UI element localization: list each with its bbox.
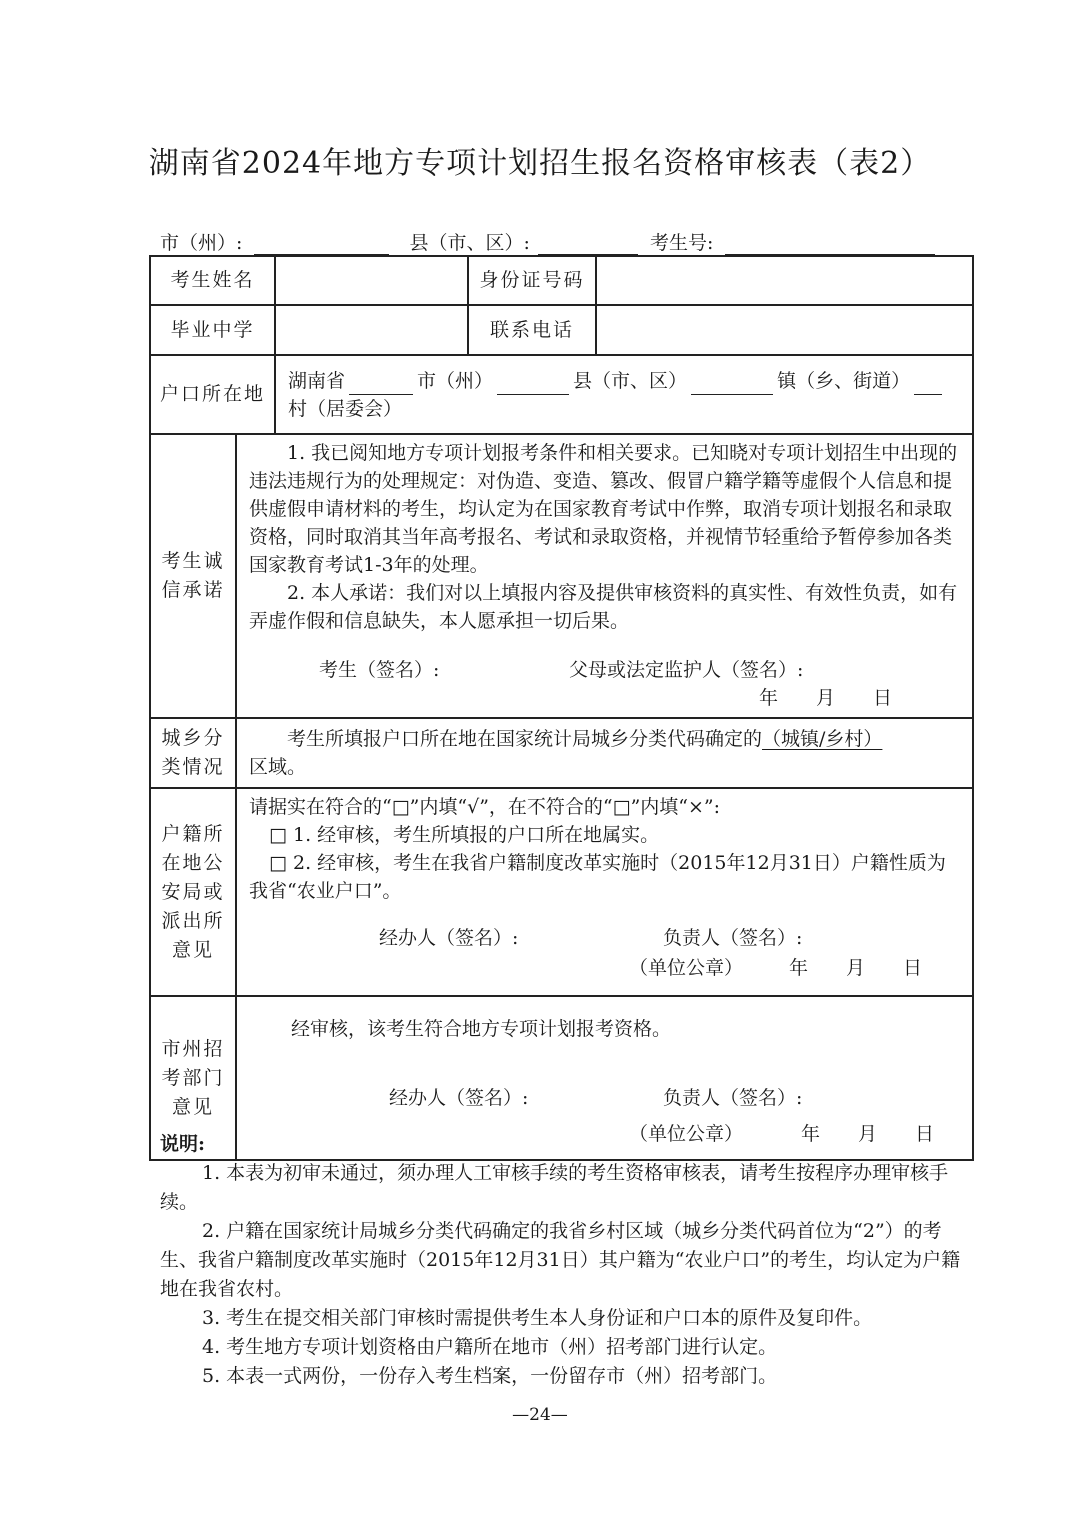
police-signatures bbox=[249, 923, 960, 953]
phone-input[interactable] bbox=[596, 305, 973, 355]
urban-label-line: 城乡分 bbox=[161, 727, 225, 749]
police-label-line: 户籍所 bbox=[161, 822, 225, 845]
city-blank[interactable] bbox=[254, 234, 389, 255]
pledge-content bbox=[236, 434, 973, 718]
police-intro: 请据实在符合的“□”内填“√”，在不符合的“□”内填“×”: bbox=[249, 796, 721, 818]
hukou-town: 镇（乡、街道） bbox=[777, 369, 911, 392]
student-sign-label: 考生（签名）: bbox=[319, 659, 440, 681]
urban-text-end: 区域。 bbox=[249, 756, 307, 778]
hukou-province: 湖南省 bbox=[288, 369, 346, 392]
row-name-id bbox=[150, 256, 973, 305]
urban-text: 考生所填报户口所在地在国家统计局城乡分类代码确定的 bbox=[287, 728, 763, 750]
dept-date: 年 月 日 bbox=[801, 1123, 935, 1145]
note-item: 1. 本表为初审未通过，须办理人工审核手续的考生资格审核表，请考生按程序办理审核手续。 bbox=[160, 1162, 949, 1213]
police-label-line: 安局或 bbox=[161, 880, 225, 903]
police-label bbox=[150, 788, 236, 996]
hukou-county: 县（市、区） bbox=[573, 369, 688, 392]
dept-signatures bbox=[249, 1083, 960, 1113]
urban-label-line: 类情况 bbox=[161, 756, 225, 778]
hukou-address bbox=[275, 355, 973, 434]
school-label: 毕业中学 bbox=[150, 305, 275, 355]
note-item: 2. 户籍在国家统计局城乡分类代码确定的我省乡村区域（城乡分类代码首位为“2”）的考生、我省户籍制度改革实施时（2015年12月31日）其户籍为“农业户口”的考生，均认定为户籍地在我省农村。 bbox=[160, 1220, 961, 1300]
county-blank[interactable] bbox=[538, 234, 638, 255]
hukou-county-blank[interactable] bbox=[497, 374, 569, 395]
hukou-city: 市（州） bbox=[417, 369, 494, 392]
dept-seal: （单位公章） bbox=[629, 1123, 744, 1145]
name-label: 考生姓名 bbox=[150, 256, 275, 305]
county-label: 县（市、区）: bbox=[409, 232, 530, 254]
parent-sign-label: 父母或法定监护人（签名）: bbox=[569, 659, 804, 681]
notes-heading: 说明: bbox=[160, 1133, 206, 1155]
hukou-village: 村（居委会） bbox=[288, 397, 403, 420]
school-input[interactable] bbox=[275, 305, 468, 355]
police-label-line: 意见 bbox=[171, 938, 214, 961]
dept-handler-sign: 经办人（签名）: bbox=[389, 1087, 529, 1109]
row-urban bbox=[150, 718, 973, 788]
dept-label-line: 意见 bbox=[171, 1095, 214, 1118]
pledge-para-1: 1. 我已阅知地方专项计划报考条件和相关要求。已知晓对专项计划招生中出现的违法违规行为的处理规定：对伪造、变造、篡改、假冒户籍学籍等虚假个人信息和提供虚假申请材料的考生，均认定为在国家教育考试中作弊，取消专项计划报名和录取资格，同时取消其当年高考报名、考试和录取资格，并视情节轻重给予暂停参加各类国家教育考试1-3年的处理。 bbox=[249, 442, 958, 576]
phone-label: 联系电话 bbox=[468, 305, 596, 355]
id-label: 身份证号码 bbox=[468, 256, 596, 305]
police-seal-row bbox=[249, 953, 960, 983]
pledge-label-line: 信承诺 bbox=[161, 579, 225, 601]
row-pledge bbox=[150, 434, 973, 718]
row-hukou bbox=[150, 355, 973, 434]
header-fields bbox=[160, 228, 980, 255]
pledge-date: 年 月 日 bbox=[759, 687, 893, 709]
dept-lead-sign: 负责人（签名）: bbox=[663, 1087, 803, 1109]
police-seal: （单位公章） bbox=[629, 957, 744, 979]
name-input[interactable] bbox=[275, 256, 468, 305]
dept-label-line: 考部门 bbox=[161, 1066, 225, 1089]
urban-type[interactable]: （城镇/乡村） bbox=[762, 728, 883, 750]
note-item: 4. 考生地方专项计划资格由户籍所在地市（州）招考部门进行认定。 bbox=[202, 1336, 778, 1358]
police-check-1[interactable]: □ 1. 经审核，考生所填报的户口所在地属实。 bbox=[269, 824, 660, 846]
exam-no-blank[interactable] bbox=[725, 234, 935, 255]
page-number: —24— bbox=[512, 1405, 568, 1425]
note-item: 5. 本表一式两份，一份存入考生档案，一份留存市（州）招考部门。 bbox=[202, 1365, 778, 1387]
police-content bbox=[236, 788, 973, 996]
city-label: 市（州）: bbox=[160, 232, 243, 254]
row-police bbox=[150, 788, 973, 996]
hukou-label: 户口所在地 bbox=[150, 355, 275, 434]
row-school-phone bbox=[150, 305, 973, 355]
hukou-village-blank[interactable] bbox=[914, 374, 942, 395]
id-input[interactable] bbox=[596, 256, 973, 305]
notes-section bbox=[160, 1130, 975, 1391]
police-check-2[interactable]: □ 2. 经审核，考生在我省户籍制度改革实施时（2015年12月31日）户籍性质为我省“农业户口”。 bbox=[249, 852, 946, 902]
hukou-city-blank[interactable] bbox=[349, 374, 413, 395]
dept-label-line: 市州招 bbox=[161, 1037, 225, 1060]
police-handler-sign: 经办人（签名）: bbox=[379, 927, 519, 949]
review-form-table bbox=[149, 255, 974, 1161]
exam-no-label: 考生号: bbox=[650, 232, 714, 254]
pledge-label bbox=[150, 434, 236, 718]
police-label-line: 派出所 bbox=[161, 909, 225, 932]
police-lead-sign: 负责人（签名）: bbox=[663, 927, 803, 949]
urban-content bbox=[236, 718, 973, 788]
form-title: 湖南省2024年地方专项计划招生报名资格审核表（表2） bbox=[148, 146, 932, 181]
pledge-label-line: 考生诚 bbox=[161, 550, 225, 572]
urban-label bbox=[150, 718, 236, 788]
police-date: 年 月 日 bbox=[789, 957, 923, 979]
pledge-signatures bbox=[249, 655, 960, 685]
police-label-line: 在地公 bbox=[161, 851, 225, 874]
pledge-para-2: 2. 本人承诺：我们对以上填报内容及提供审核资料的真实性、有效性负责，如有弄虚作假和信息缺失，本人愿承担一切后果。 bbox=[249, 582, 958, 632]
hukou-town-blank[interactable] bbox=[691, 374, 773, 395]
dept-text: 经审核，该考生符合地方专项计划报考资格。 bbox=[291, 1018, 672, 1040]
note-item: 3. 考生在提交相关部门审核时需提供考生本人身份证和户口本的原件及复印件。 bbox=[202, 1307, 873, 1329]
